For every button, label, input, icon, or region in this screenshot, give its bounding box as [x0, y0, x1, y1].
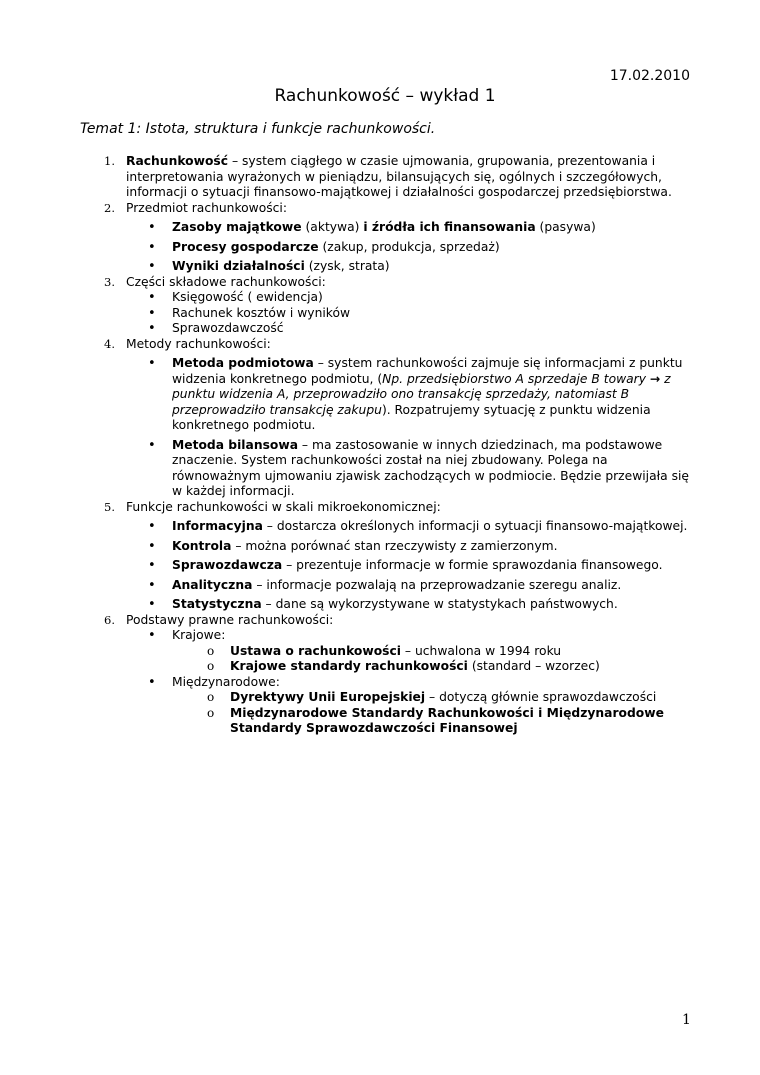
- circle-bullet-icon: o: [207, 659, 215, 673]
- text: (zakup, produkcja, sprzedaż): [318, 239, 500, 254]
- term: Ustawa o rachunkowości: [230, 643, 401, 658]
- document-title: Rachunkowość – wykład 1: [274, 86, 496, 106]
- list-item: [0, 500, 690, 516]
- page-number: 1: [682, 1012, 691, 1028]
- sub-bullet-item: [0, 659, 690, 675]
- bullet-icon: •: [148, 437, 156, 453]
- text: – prezentuje informacje w formie sprawozdania finansowego.: [282, 558, 663, 572]
- bullet-icon: •: [148, 577, 156, 593]
- term: Krajowe standardy rachunkowości: [230, 659, 468, 673]
- list-item: [0, 337, 690, 353]
- bullet-item: [0, 558, 690, 574]
- text: Księgowość ( ewidencja): [172, 290, 323, 304]
- bullet-icon: •: [148, 628, 156, 643]
- bullet-icon: •: [148, 356, 156, 371]
- bullet-item: [0, 240, 690, 256]
- definition: – system ciągłego w czasie ujmowania, grupowania, prezentowania i interpretowania wyrażonych w pieniądzu, bilansujących się, ogólnych i szczegółowych, informacji o sytuacji finansowo-majątkowej i działalności gospodarczej przedsiębiorstwa.: [126, 154, 672, 199]
- text: – dotyczą głównie sprawozdawczości: [425, 690, 657, 704]
- text: ). Rozpatrujemy sytuację z punktu widzenia konkretnego podmiotu.: [172, 402, 651, 432]
- bullet-icon: •: [148, 305, 156, 321]
- list-item: [0, 613, 690, 629]
- section-label: Funkcje rachunkowości w skali mikroekonomicznej:: [126, 499, 441, 514]
- bullet-item: [0, 220, 690, 236]
- circle-bullet-icon: o: [207, 705, 215, 720]
- section-label: Podstawy prawne rachunkowości:: [126, 612, 334, 627]
- bullet-icon: •: [148, 239, 156, 255]
- bullet-item: [0, 356, 690, 434]
- term: Kontrola: [172, 538, 232, 553]
- sub-bullet-item: [0, 690, 690, 706]
- term: Analityczna: [172, 577, 253, 592]
- bullet-item: [0, 438, 690, 500]
- term: i źródła ich finansowania: [363, 220, 536, 234]
- bullet-icon: •: [148, 674, 156, 690]
- bullet-icon: •: [148, 519, 156, 534]
- list-number: 6.: [104, 612, 115, 627]
- text: (standard – wzorzec): [467, 659, 600, 673]
- text: (aktywa): [301, 220, 364, 234]
- term: Rachunkowość: [126, 154, 229, 168]
- sub-bullet-item: [0, 706, 690, 737]
- term: Metoda bilansowa: [172, 437, 298, 452]
- circle-bullet-icon: o: [207, 643, 215, 658]
- term: Dyrektywy Unii Europejskiej: [230, 690, 426, 704]
- bullet-item: [0, 259, 690, 275]
- list-number: 5.: [104, 499, 115, 514]
- text: – dane są wykorzystywane w statystykach państwowych.: [261, 597, 618, 611]
- bullet-item: [0, 290, 690, 306]
- sub-bullet-item: [0, 644, 690, 660]
- circle-bullet-icon: o: [207, 690, 215, 704]
- bullet-item: [0, 597, 690, 613]
- bullet-icon: •: [148, 290, 156, 305]
- bullet-icon: •: [148, 321, 156, 336]
- bullet-item: [0, 321, 690, 337]
- example-text: z punktu widzenia A, przeprowadziło ono transakcję sprzedaży, natomiast B przeprowadziło transakcję zakupu: [172, 371, 671, 417]
- text: – uchwalona w 1994 roku: [401, 643, 562, 658]
- term: Wyniki działalności: [172, 259, 305, 273]
- term: Sprawozdawcza: [172, 558, 283, 572]
- section-label: Przedmiot rachunkowości:: [126, 200, 287, 215]
- bullet-item: [0, 675, 690, 691]
- bullet-icon: •: [148, 538, 156, 554]
- group-label: Międzynarodowe:: [172, 674, 280, 689]
- term: Zasoby majątkowe: [172, 220, 302, 234]
- bullet-icon: •: [148, 259, 156, 274]
- term: Międzynarodowe Standardy Rachunkowości i Międzynarodowe Standardy Sprawozdawczości Finansowej: [230, 705, 664, 735]
- bullet-icon: •: [148, 220, 156, 235]
- bullet-item: [0, 306, 690, 322]
- text: – ma zastosowanie w innych dziedzinach, ma podstawowe znaczenie. System rachunkowości został na niej zbudowany. Polega na równoważnym ujmowaniu zjawisk zachodzących w podmiocie. Będzie przewijała się w każdej informacji.: [172, 437, 689, 498]
- text: Rachunek kosztów i wyników: [172, 305, 351, 320]
- document-date: 17.02.2010: [609, 68, 690, 84]
- bullet-item: [0, 578, 690, 594]
- bullet-icon: •: [148, 597, 156, 612]
- term: Procesy gospodarcze: [172, 239, 319, 254]
- list-item: [0, 154, 690, 201]
- list-item: [0, 201, 690, 217]
- text: (pasywa): [535, 220, 596, 234]
- bullet-item: [0, 539, 690, 555]
- list-number: 4.: [104, 336, 115, 351]
- list-number: 1.: [104, 154, 115, 168]
- term: Informacyjna: [172, 519, 263, 533]
- group-label: Krajowe:: [172, 628, 226, 642]
- term: Metoda podmiotowa: [172, 356, 314, 370]
- text: – dostarcza określonych informacji o sytuacji finansowo-majątkowej.: [262, 519, 688, 533]
- list-number: 2.: [104, 200, 115, 215]
- topic-heading: Temat 1: Istota, struktura i funkcje rachunkowości.: [80, 121, 436, 137]
- document-body: [0, 154, 760, 737]
- term: Statystyczna: [172, 597, 262, 611]
- text: Sprawozdawczość: [172, 321, 284, 335]
- text: (zysk, strata): [304, 259, 390, 273]
- text: – informacje pozwalają na przeprowadzanie szeregu analiz.: [252, 577, 622, 592]
- example-text: Np. przedsiębiorstwo A sprzedaje B towary: [382, 371, 650, 386]
- arrow-icon: →: [649, 371, 661, 386]
- section-label: Metody rachunkowości:: [126, 336, 271, 351]
- list-item: [0, 275, 690, 291]
- bullet-item: [0, 628, 690, 644]
- section-label: Części składowe rachunkowości:: [126, 274, 326, 289]
- bullet-icon: •: [148, 558, 156, 573]
- text: – można porównać stan rzeczywisty z zamierzonym.: [231, 538, 558, 553]
- text: – system rachunkowości zajmuje się informacjami z punktu widzenia konkretnego podmiotu, (: [172, 356, 683, 386]
- list-number: 3.: [104, 274, 115, 289]
- bullet-item: [0, 519, 690, 535]
